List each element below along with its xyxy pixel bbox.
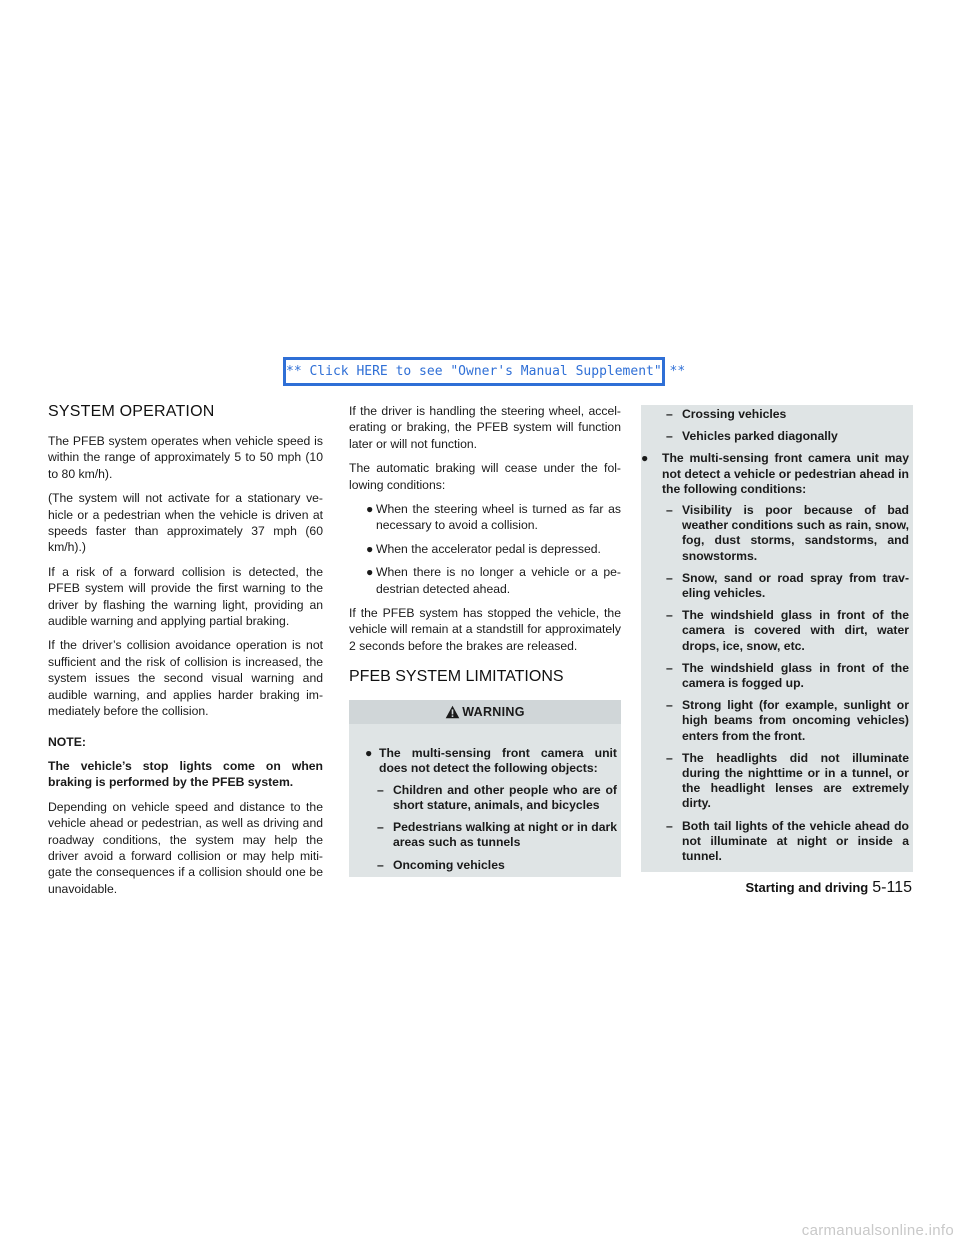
warning-subitem: – Snow, sand or road spray from trav-eling vehicles. bbox=[666, 570, 909, 601]
bullet-icon: ● bbox=[365, 746, 373, 761]
section-title-pfeb-limitations: PFEB SYSTEM LIMITATIONS bbox=[349, 668, 564, 686]
warning-subitem: – Oncoming vehicles bbox=[377, 857, 505, 872]
paragraph: Depending on vehicle speed and distance to the vehicle ahead or pedestrian, as well as driving and roadway conditions, the system may help the driver avoid a forward collision or may help miti-gate the consequences if a collision should one be unavoidable. bbox=[48, 799, 323, 896]
paragraph: The automatic braking will cease under the fol-lowing conditions: bbox=[349, 461, 621, 492]
warning-item: ● The multi-sensing front camera unit may not detect a vehicle or pedestrian ahead in the following conditions: bbox=[641, 451, 909, 496]
warning-subitem: – Strong light (for example, sunlight or high beams from oncoming vehicles) enters from the front. bbox=[666, 698, 909, 743]
warning-label: WARNING bbox=[462, 705, 525, 720]
paragraph: If a risk of a forward collision is detected, the PFEB system will provide the first warning to the driver by flashing the warning light, providing an audible warning and applying partial braking. bbox=[48, 564, 323, 629]
bullet-icon: ● bbox=[366, 565, 374, 580]
bullet-icon: ● bbox=[641, 451, 649, 466]
warning-box bbox=[349, 700, 621, 876]
list-item: ● When there is no longer a vehicle or a pe-destrian detected ahead. bbox=[366, 565, 621, 596]
column-3 bbox=[641, 405, 913, 872]
warning-subitem: – The windshield glass in front of the camera is fogged up. bbox=[666, 660, 909, 691]
paragraph: If the driver’s collision avoidance operation is not sufficient and the risk of collision is increased, the system issues the second visual warning and audible warning, and applies harder braking im-mediately before the collision. bbox=[48, 638, 323, 719]
warning-subitem: – Pedestrians walking at night or in dark areas such as tunnels bbox=[377, 820, 617, 850]
paragraph: The PFEB system operates when vehicle speed is within the range of approximately 5 to 50 mph (10 to 80 km/h). bbox=[48, 434, 323, 481]
chapter-name: Starting and driving bbox=[745, 880, 869, 895]
warning-subitem: – Vehicles parked diagonally bbox=[666, 429, 838, 444]
note-text: The vehicle’s stop lights come on when braking is performed by the PFEB system. bbox=[48, 758, 323, 790]
watermark: carmanualsonline.info bbox=[801, 1222, 954, 1239]
warning-triangle-icon bbox=[445, 705, 460, 719]
warning-header bbox=[349, 700, 621, 724]
warning-item: ● The multi-sensing front camera unit does not detect the following objects: bbox=[365, 746, 617, 776]
note-heading: NOTE: bbox=[48, 734, 86, 749]
warning-subitem: – The windshield glass in front of the camera is covered with dirt, water drops, ice, snow, etc. bbox=[666, 608, 909, 653]
owners-manual-supplement-link[interactable]: ** Click HERE to see "Owner's Manual Supplement" ** bbox=[283, 357, 665, 386]
warning-subitem: – The headlights did not illuminate during the nighttime or in a tunnel, or the headlight lenses are extremely dirty. bbox=[666, 750, 909, 811]
warning-subitem: – Crossing vehicles bbox=[666, 407, 787, 421]
paragraph: If the PFEB system has stopped the vehicle, the vehicle will remain at a standstill for approximately 2 seconds before the brakes are released. bbox=[349, 606, 621, 653]
warning-box-continued bbox=[641, 405, 913, 872]
column-1 bbox=[48, 403, 323, 905]
paragraph: If the driver is handling the steering wheel, accel-erating or braking, the PFEB system will function later or will not function. bbox=[349, 404, 621, 451]
warning-subitem: – Children and other people who are of short stature, animals, and bicycles bbox=[377, 782, 617, 812]
list-item: ● When the accelerator pedal is depressed. bbox=[366, 541, 601, 556]
page-footer bbox=[745, 879, 912, 897]
warning-subitem: – Both tail lights of the vehicle ahead do not illuminate at night or inside a tunnel. bbox=[666, 818, 909, 864]
list-item: ● When the steering wheel is turned as far as necessary to avoid a collision. bbox=[366, 502, 621, 533]
section-title-system-operation: SYSTEM OPERATION bbox=[48, 403, 215, 420]
warning-subitem: – Visibility is poor because of bad weather conditions such as rain, snow, fog, dust storms, sandstorms, and snowstorms. bbox=[666, 503, 909, 563]
page-number: 5-115 bbox=[872, 879, 912, 896]
paragraph: (The system will not activate for a stationary ve-hicle or a pedestrian when the vehicle is driven at speeds faster than approximately 37 mph (60 km/h).) bbox=[48, 491, 323, 555]
column-2 bbox=[349, 403, 621, 877]
bullet-list bbox=[349, 501, 621, 597]
bullet-icon: ● bbox=[366, 541, 374, 556]
bullet-icon: ● bbox=[366, 502, 374, 517]
